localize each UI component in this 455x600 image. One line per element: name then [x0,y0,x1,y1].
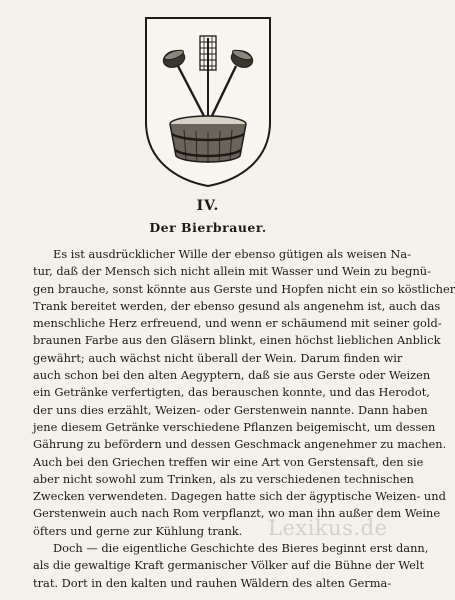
text-line: der uns dies erzählt, Weizen- oder Gerstenwein nannte. Dann haben [33,402,428,417]
text-line: Trank bereitet werden, der ebenso gesund als angenehm ist, auch das [33,298,441,313]
text-line: aber nicht sowohl zum Trinken, als zu verschiedenen technischen [33,471,414,486]
chapter-number: IV. [196,198,220,214]
text-line: tur, daß der Mensch sich nicht allein mit Wasser und Wein zu begnü- [33,264,431,279]
text-line: Zwecken verwendeten. Dagegen hatte sich der ägyptische Weizen- und [33,489,446,504]
chapter-title: Der Bierbrauer. [149,220,267,235]
text-line: Auch bei den Griechen treffen wir eine Art von Gerstensaft, den sie [33,454,424,469]
text-line: Gerstenwein auch nach Rom verpflanzt, wo man ihn außer dem Weine [33,506,441,521]
text-line: jene diesem Getränke verschiedene Pflanzen beigemischt, um dessen [33,419,436,434]
text-line: trat. Dort in den kalten und rauhen Wäldern des alten Germa- [33,575,392,590]
text-line: Gährung zu befördern und dessen Geschmack angenehmer zu machen. [33,437,447,452]
body-text [33,246,455,592]
text-line: gen brauche, sonst könnte aus Gerste und Hopfen nicht ein so köstlicher [33,281,455,296]
text-line: braunen Farbe aus den Gläsern blinkt, einen höchst lieblichen Anblick [33,333,441,348]
brewer-coat-of-arms-icon [140,12,276,190]
text-line: Es ist ausdrücklicher Wille der ebenso gütigen als weisen Na- [53,247,411,261]
text-line: Doch — die eigentliche Geschichte des Bieres beginnt erst dann, [53,541,429,556]
text-line: auch schon bei den alten Aegyptern, daß sie aus Gerste oder Weizen [33,368,431,383]
watermark: Lexikus.de [268,516,388,540]
text-line: menschliche Herz erfreuend, und wenn er schäumend mit seiner gold- [33,316,442,331]
text-line: öfters und gerne zur Kühlung trank. [33,523,243,538]
text-line: ein Getränke verfertigten, das berauschen konnte, und das Herodot, [33,385,430,400]
text-line: als die gewaltige Kraft germanischer Völker auf die Bühne der Welt [33,558,425,573]
text-line: gewährt; auch wächst nicht überall der Wein. Darum finden wir [33,350,403,365]
